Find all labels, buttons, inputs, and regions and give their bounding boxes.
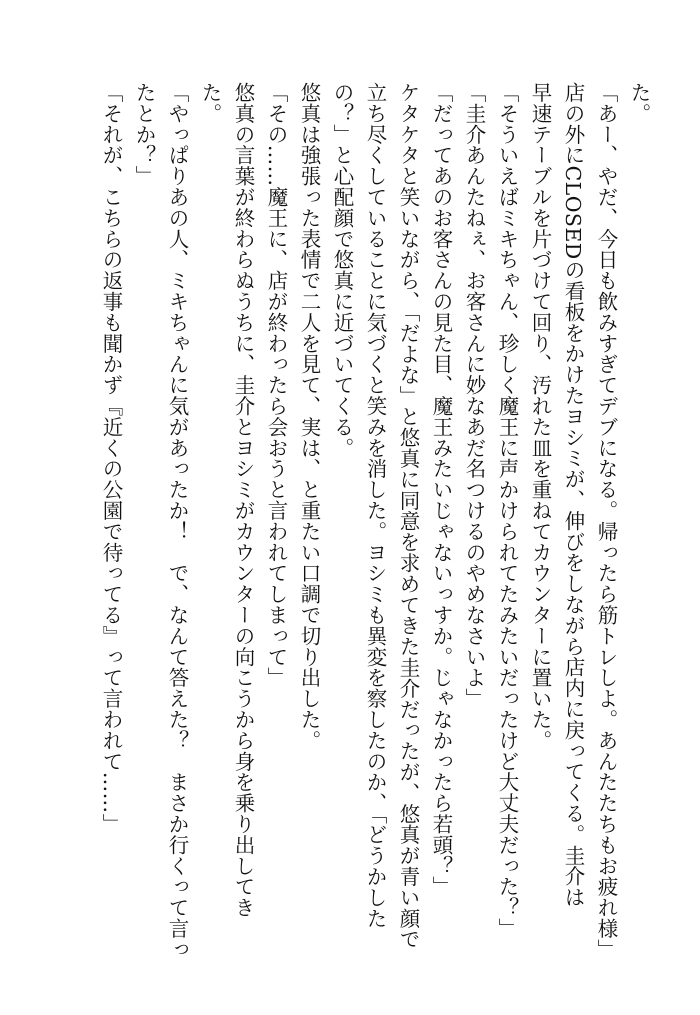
text-line: たとか？」 — [132, 82, 156, 187]
text-line: 悠真は強張った表情で二人を見て、実は、と重たい口調で切り出した。 — [297, 82, 321, 751]
vertical-text-body — [94, 82, 655, 982]
text-line: 「あー、やだ、今日も飲みすぎてデブになる。帰ったら筋トレしよ。あんたたちもお疲れ様」 — [594, 82, 618, 960]
text-line: 「圭介あんたねぇ、お客さんに妙なあだ名つけるのやめなさいよ」 — [462, 82, 486, 709]
text-line: た。 — [627, 82, 651, 124]
text-line: 店の外にCLOSEDの看板をかけたヨシミが、伸びをしながら店内に戻ってくる。圭介は — [561, 82, 585, 908]
text-line: 早速テーブルを片づけて回り、汚れた皿を重ねてカウンターに置いた。 — [528, 82, 552, 751]
text-line: 立ち尽くしていることに気づくと笑みを消した。ヨシミも異変を察したのか、「どうかした — [363, 82, 387, 929]
text-line: 「そういえばミキちゃん、珍しく魔王に声かけられてたみたいだったけど大丈夫だった？」 — [495, 82, 519, 939]
text-line: た。 — [198, 82, 222, 124]
text-line: 「だってあのお客さんの見た目、魔王みたいじゃないっすか。じゃなかったら若頭？」 — [429, 82, 453, 898]
text-line: 「その……魔王に、店が終わったら会おうと言われてしまって」 — [264, 82, 288, 689]
text-line: 「やっぱりあの人、ミキちゃんに気があったか！ で、なんて答えた？ まさか行くって言っ — [165, 82, 189, 960]
text-line: 悠真の言葉が終わらぬうちに、圭介とヨシミがカウンターの向こうから身を乗り出してき — [231, 82, 255, 918]
text-line: ケタケタと笑いながら、「だよな」と悠真に同意を求めてきた圭介だったが、悠真が青い顔で — [396, 82, 420, 950]
text-line: 「それが、こちらの返事も聞かず『近くの公園で待ってる』って言われて……」 — [99, 82, 123, 835]
text-line: の？」と心配顔で悠真に近づいてくる。 — [330, 82, 354, 459]
